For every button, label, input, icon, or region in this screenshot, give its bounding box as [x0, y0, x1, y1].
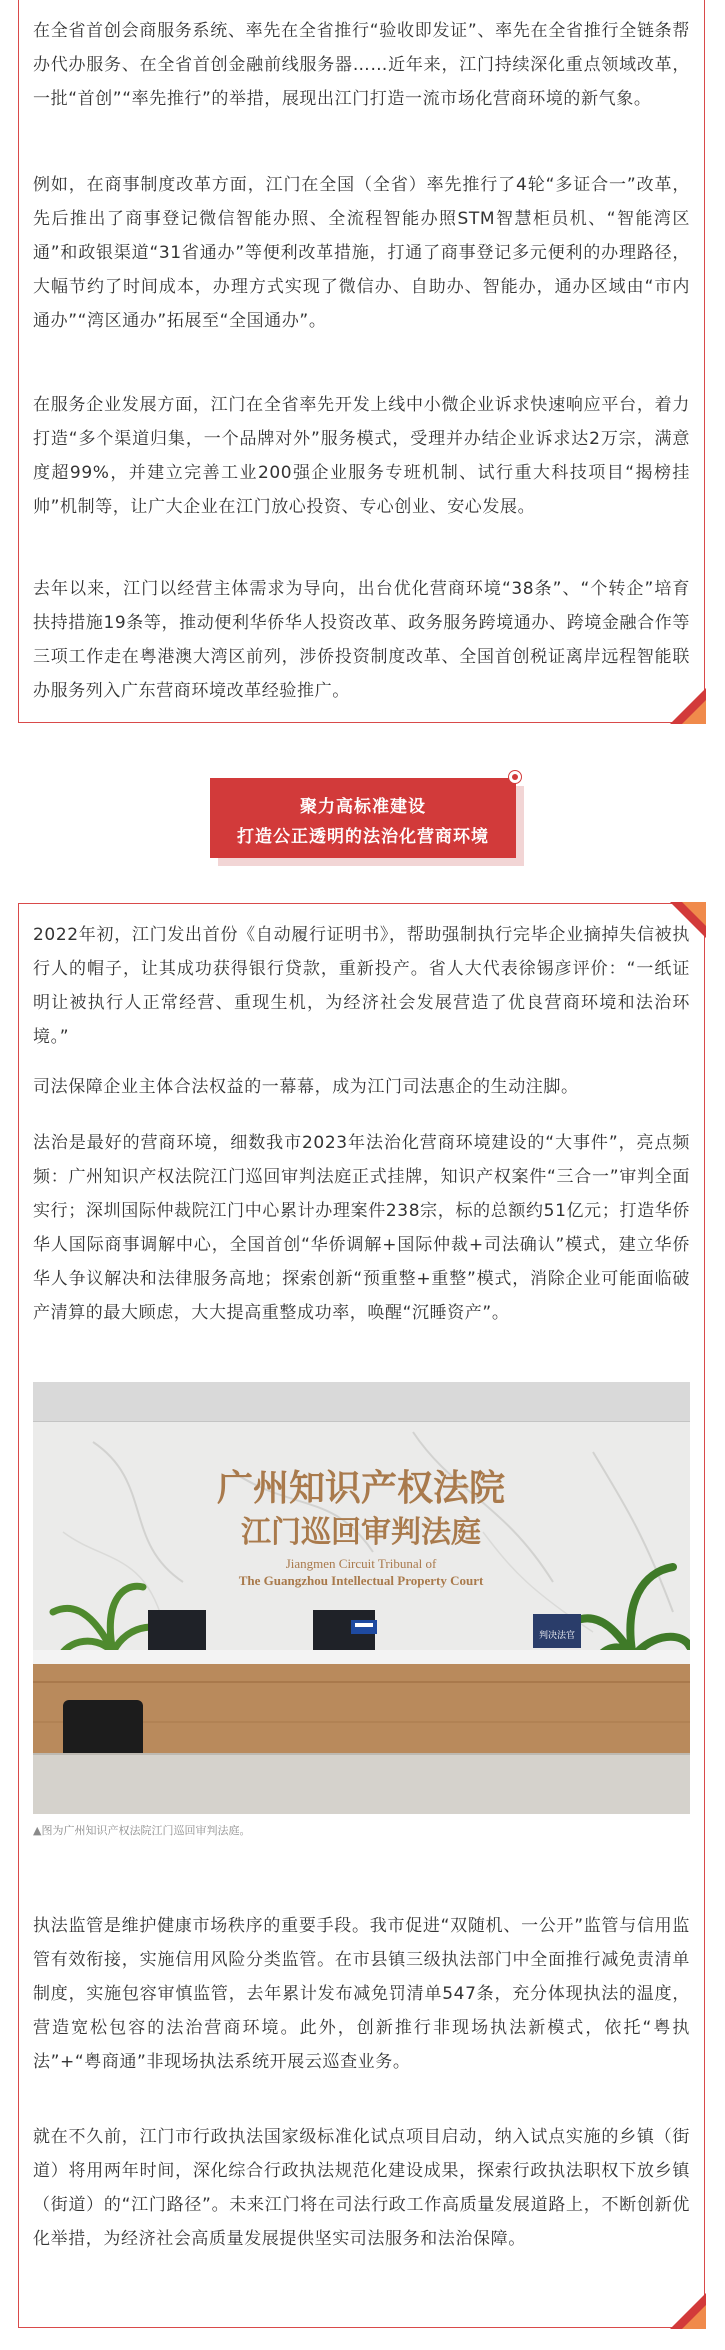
sign-cn-line-1: 广州知识产权法院: [216, 1467, 506, 1509]
paragraph: 在全省首创会商服务系统、率先在全省推行“验收即发证”、率先在全省推行全链条帮办代办服务、在全省首创金融前线服务器……近年来，江门持续深化重点领域改革，一批“首创”“率先推行”的举措，展现出江门打造一流市场化营商环境的新气象。: [33, 21, 690, 109]
paragraph: 就在不久前，江门市行政执法国家级标准化试点项目启动，纳入试点实施的乡镇（街道）将用两年时间，深化综合行政执法规范化建设成果，探索行政执法职权下放乡镇（街道）的“江门路径”。未来江门将在司法行政工作高质量发展道路上，不断创新优化举措，为经济社会高质量发展提供坚实司法服务和法治保障。: [33, 2127, 690, 2249]
section-banner: [210, 778, 516, 858]
paragraph: 在服务企业发展方面，江门在全省率先开发上线中小微企业诉求快速响应平台，着力打造“多个渠道归集，一个品牌对外”服务模式，受理并办结企业诉求达2万宗，满意度超99%，并建立完善工业200强企业服务专班机制、试行重大科技项目“揭榜挂帅”机制等，让广大企业在江门放心投资、专心创业、安心发展。: [33, 395, 690, 517]
sign-cn-line-2: 江门巡回审判法庭: [241, 1515, 481, 1550]
paragraph: 去年以来，江门以经营主体需求为导向，出台优化营商环境“38条”、“个转企”培育扶持措施19条等，推动便利华侨华人投资改革、政务服务跨境通办、跨境金融合作等三项工作走在粤港澳大湾区前列，涉侨投资制度改革、全国首创税证离岸远程智能联办服务列入广东营商环境改革经验推广。: [33, 579, 690, 701]
sign-en-line-1: Jiangmen Circuit Tribunal of: [285, 1556, 437, 1571]
paragraph: 2022年初，江门发出首份《自动履行证明书》，帮助强制执行完毕企业摘掉失信被执行人的帽子，让其成功获得银行贷款，重新投产。省人大代表徐锡彦评价：“一纸证明让被执行人正常经营、重现生机，为经济社会发展营造了优良营商环境和法治环境。”: [33, 925, 690, 1047]
paragraph: 例如，在商事制度改革方面，江门在全国（全省）率先推行了4轮“多证合一”改革，先后推出了商事登记微信智能办照、全流程智能办照STM智慧柜员机、“智能湾区通”和政银渠道“31省通办”等便利改革措施，打通了商事登记多元便利的办理路径，大幅节约了时间成本，办理方式实现了微信办、自助办、智能办，通办区域由“市内通办”“湾区通办”拓展至“全国通办”。: [33, 175, 690, 331]
article-section-2: [18, 903, 705, 2328]
court-photo-illustration: [33, 1382, 690, 1814]
paragraph: 法治是最好的营商环境，细数我市2023年法治化营商环境建设的“大事件”，亮点频频：广州知识产权法院江门巡回审判法庭正式挂牌，知识产权案件“三合一”审判全面实行；深圳国际仲裁院江门中心累计办理案件238宗，标的总额约51亿元；打造华侨华人国际商事调解中心，全国首创“华侨调解+国际仲裁+司法确认”模式，建立华侨华人争议解决和法律服务高地；探索创新“预重整+重整”模式，消除企业可能面临破产清算的最大顾虑，大大提高重整成功率，唤醒“沉睡资产”。: [33, 1133, 690, 1323]
photo-caption: ▲图为广州知识产权法院江门巡回审判法庭。: [33, 1824, 251, 1837]
court-photo: [33, 1382, 690, 1814]
corner-decoration-icon: [670, 2293, 706, 2329]
banner-title-line-1: 聚力高标准建设: [300, 797, 426, 817]
corner-decoration-icon: [670, 688, 706, 724]
sign-en-line-2: The Guangzhou Intellectual Property Court: [238, 1573, 484, 1588]
paragraph: 执法监管是维护健康市场秩序的重要手段。我市促进“双随机、一公开”监管与信用监管有效衔接，实施信用风险分类监管。在市县镇三级执法部门中全面推行减免责清单制度，实施包容审慎监管，去年累计发布减免罚清单547条，充分体现执法的温度，营造宽松包容的法治营商环境。此外，创新推行非现场执法新模式，依托“粤执法”+“粤商通”非现场执法系统开展云巡查业务。: [33, 1916, 690, 2072]
paragraph: 司法保障企业主体合法权益的一幕幕，成为江门司法惠企的生动注脚。: [33, 1077, 579, 1097]
banner-title-line-2: 打造公正透明的法治化营商环境: [237, 827, 489, 847]
desk-card-text: 判决法官: [538, 1631, 576, 1641]
ring-icon: [508, 770, 522, 784]
article-section-1: [18, 0, 705, 723]
